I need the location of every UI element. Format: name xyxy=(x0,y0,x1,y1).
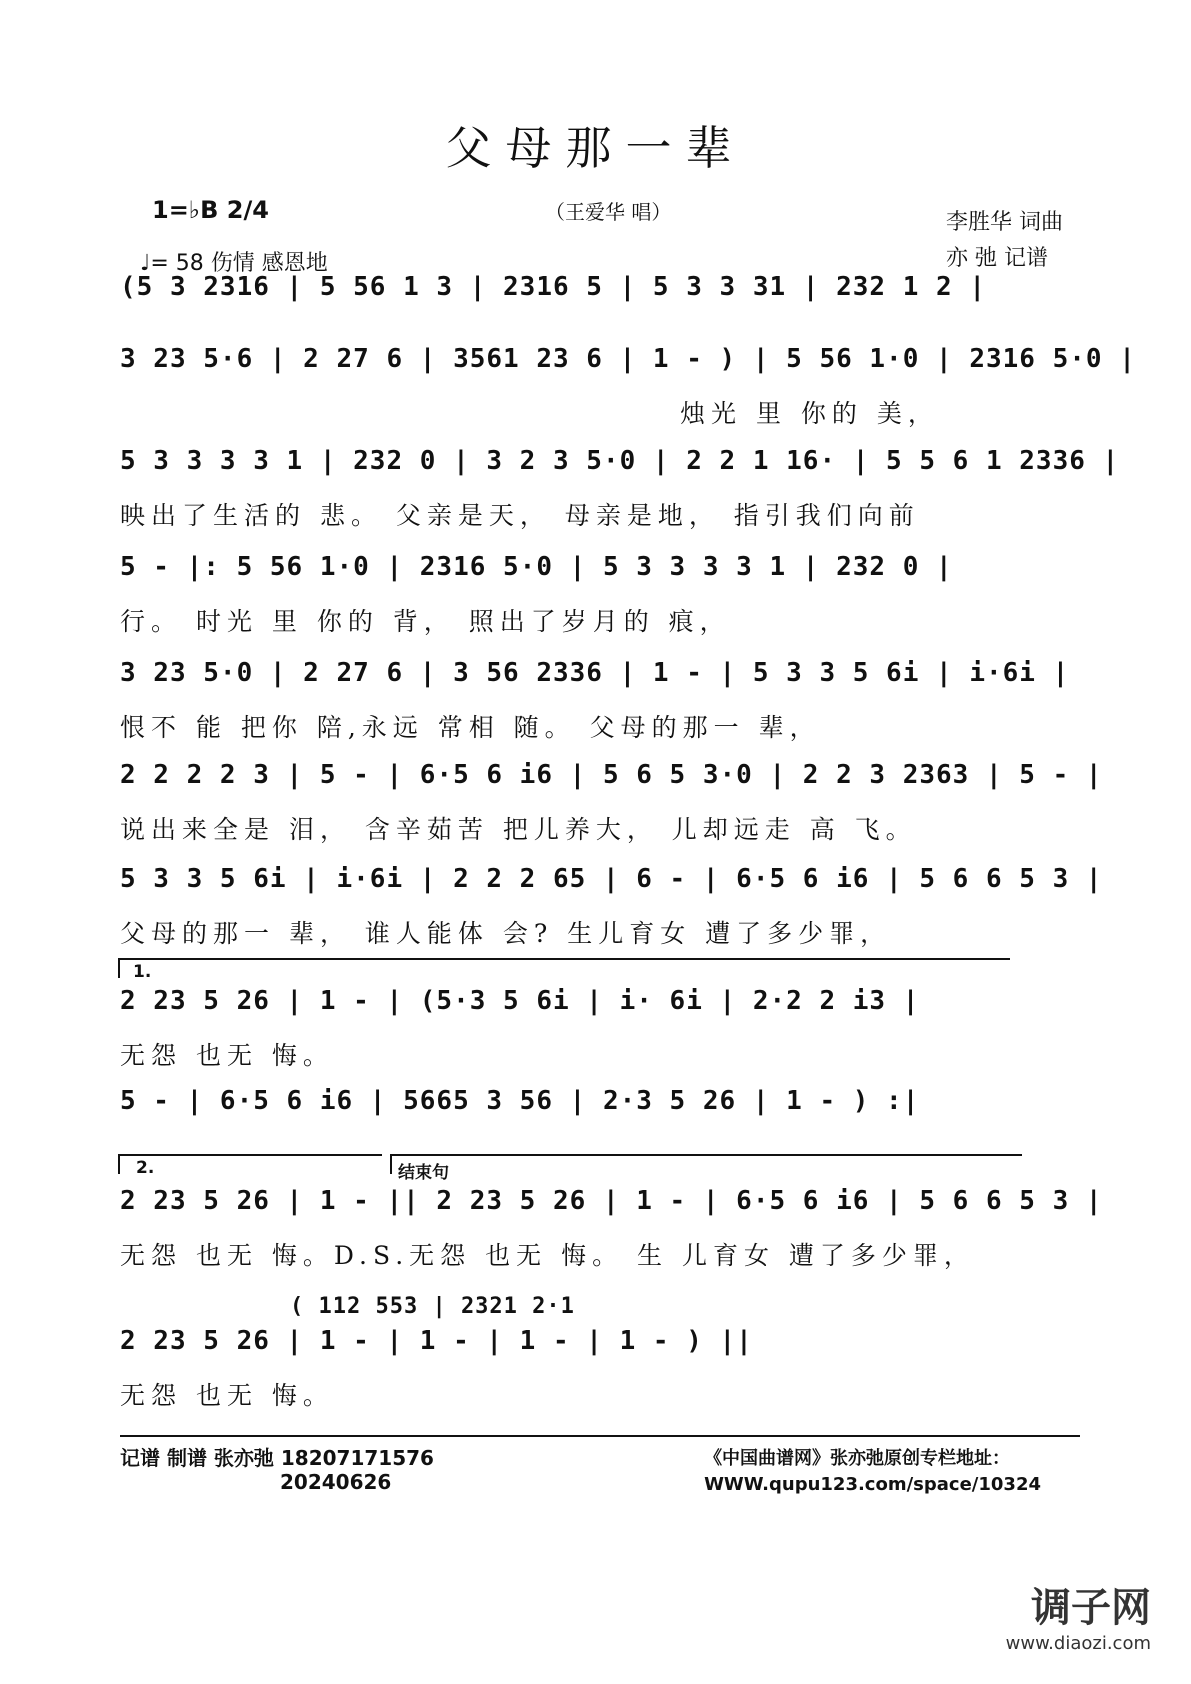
score-line-8 xyxy=(120,982,1080,1076)
score-line-5 xyxy=(120,654,1080,748)
author-credits xyxy=(946,205,1063,277)
volta-bracket-2 xyxy=(118,1154,382,1174)
lyric-line: 父母的那一 辈， 谁人能体 会? 生儿育女 遭了多少罪， xyxy=(120,919,892,948)
footer-date: 20240626 xyxy=(280,1470,392,1494)
score-line-11 xyxy=(120,1290,1080,1416)
score-line-3 xyxy=(120,442,1120,536)
notation: 3 23 5·6 | 2 27 6 | 3561 23 6 | 1 - ) | 5 56 1·0 | 2316 5·0 | xyxy=(120,344,1136,374)
lyricist-credit: 李胜华 词曲 xyxy=(946,210,1063,235)
footer-site-label: 《中国曲谱网》张亦弛原创专栏地址： xyxy=(704,1448,1011,1469)
volta-label-1: 1. xyxy=(133,962,152,982)
lyric-line: 无怨 也无 悔。 xyxy=(120,1381,334,1410)
watermark xyxy=(1006,1576,1151,1654)
notation: 2 23 5 26 | 1 - | (5·3 5 6i | i· 6i | 2·2 2 i3 | xyxy=(120,986,920,1016)
volta-label-2: 2. xyxy=(136,1158,155,1178)
notation: 5 3 3 5 6i | i·6i | 2 2 2 65 | 6 - | 6·5 6 i6 | 5 6 6 5 3 | xyxy=(120,864,1103,894)
score-line-4 xyxy=(120,548,1080,642)
footer-divider xyxy=(120,1435,1080,1437)
notation: 3 23 5·0 | 2 27 6 | 3 56 2336 | 1 - | 5 3 3 5 6i | i·6i | xyxy=(120,658,1070,688)
watermark-logo: 调子网 xyxy=(1031,1585,1151,1631)
footer-site-url[interactable]: WWW.qupu123.com/space/10324 xyxy=(704,1474,1041,1495)
tempo-marking: ♩= 58 伤情 感恩地 xyxy=(140,251,328,276)
transcriber-credit: 亦 弛 记谱 xyxy=(946,246,1048,271)
notation: 2 2 2 2 3 | 5 - | 6·5 6 i6 | 5 6 5 3·0 | 2 2 3 2363 | 5 - | xyxy=(120,760,1103,790)
lyric-line: 说出来全是 泪， 含辛茹苦 把儿养大， 儿却远走 高 飞。 xyxy=(120,815,917,844)
page-title: 父母那一辈 xyxy=(445,121,746,175)
score-line-10 xyxy=(120,1182,1103,1276)
notation: 5 3 3 3 3 1 | 232 0 | 3 2 3 5·0 | 2 2 1 16· | 5 5 6 1 2336 | xyxy=(120,446,1120,476)
coda-bracket xyxy=(390,1154,1022,1174)
footer-right xyxy=(704,1446,1041,1498)
singer-credit: （王爱华 唱） xyxy=(545,200,672,224)
score-line-6 xyxy=(120,756,1103,850)
footer-left xyxy=(120,1446,434,1494)
notation: 2 23 5 26 | 1 - | 1 - | 1 - | 1 - ) || xyxy=(120,1326,753,1356)
notation: (5 3 2316 | 5 56 1 3 | 2316 5 | 5 3 3 31 | 232 1 2 | xyxy=(120,272,986,302)
notation: 5 - | 6·5 6 i6 | 5665 3 56 | 2·3 5 26 | 1 - ) :| xyxy=(120,1086,920,1116)
lyric-line: 映出了生活的 悲。 父亲是天， 母亲是地， 指引我们向前 xyxy=(120,501,920,530)
score-line-7 xyxy=(120,860,1103,954)
score-line-9 xyxy=(120,1082,1080,1130)
lyric-line: 烛光 里 你的 美， xyxy=(680,399,939,428)
lyric-line: 行。 时光 里 你的 背， 照出了岁月的 痕， xyxy=(120,607,731,636)
watermark-url: www.diaozi.com xyxy=(1005,1633,1151,1654)
key-signature: 1=♭B 2/4 xyxy=(152,196,269,224)
footer-maker: 记谱 制谱 张亦弛 18207171576 xyxy=(120,1446,434,1470)
lyric-line: 恨不 能 把你 陪,永远 常相 随。 父母的那一 辈， xyxy=(120,713,821,742)
notation: 2 23 5 26 | 1 - || 2 23 5 26 | 1 - | 6·5 6 i6 | 5 6 6 5 3 | xyxy=(120,1186,1103,1216)
lyric-line: 无怨 也无 悔。 xyxy=(120,1041,334,1070)
upper-notation: ( 112 553 | 2321 2·1 xyxy=(290,1294,575,1319)
notation: 5 - |: 5 56 1·0 | 2316 5·0 | 5 3 3 3 3 1 | 232 0 | xyxy=(120,552,953,582)
volta-bracket-1 xyxy=(118,958,1010,978)
coda-label: 结束句 xyxy=(398,1163,449,1183)
lyric-line: 无怨 也无 悔。D.S.无怨 也无 悔。 生 儿育女 遭了多少罪， xyxy=(120,1241,975,1270)
score-line-2 xyxy=(120,340,1136,434)
